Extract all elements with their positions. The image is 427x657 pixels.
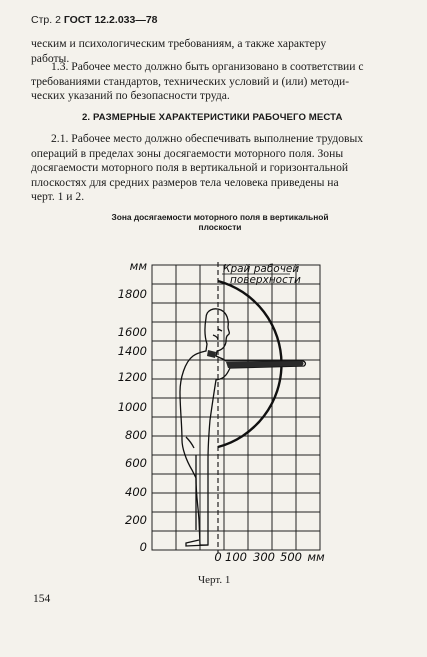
y-tick-label: 0 <box>139 540 147 554</box>
caption-line: плоскости <box>198 222 242 232</box>
text-line: плоскостях для средних размеров тела человека приведены на <box>31 175 339 189</box>
page-label: Стр. 2 <box>31 14 61 26</box>
x-tick-label: 100 <box>225 550 247 564</box>
y-tick-label: 800 <box>125 428 147 442</box>
x-tick-label: 500 <box>280 550 302 564</box>
x-tick-label: 0 <box>214 550 222 564</box>
x-tick-label: 300 <box>253 550 275 564</box>
y-tick-label: 1600 <box>117 325 147 339</box>
text-line: ческих указаний по безопасности труда. <box>31 89 230 103</box>
annotation-line: поверхности <box>230 274 301 286</box>
figure-label: Черт. 1 <box>198 574 231 586</box>
y-tick-label: 1000 <box>117 400 147 414</box>
y-tick-label: 200 <box>125 513 147 527</box>
page-number: 154 <box>33 593 51 605</box>
text-line: требованиями стандартов, технических условий и (или) методи- <box>31 74 350 88</box>
y-tick-label: 400 <box>125 485 147 499</box>
annotation-line: Край рабочей <box>223 263 300 275</box>
y-axis-labels <box>118 259 148 554</box>
caption-line: Зона досягаемости моторного поля в вертикальной <box>111 212 329 222</box>
text-line: черт. 1 и 2. <box>31 190 85 204</box>
y-tick-label: 600 <box>125 456 147 470</box>
grid <box>152 265 320 550</box>
text-line: операций в пределах зоны досягаемости моторного поля. Зоны <box>31 146 344 160</box>
text-line: 2.1. Рабочее место должно обеспечивать выполнение трудовых <box>51 132 364 145</box>
text-line: 1.3. Рабочее место должно быть организовано в соответствии с <box>51 60 364 73</box>
text-line: ческим и психологическим требованиям, а также характеру <box>31 37 327 50</box>
y-tick-label: 1800 <box>117 287 147 301</box>
section-title: 2. РАЗМЕРНЫЕ ХАРАКТЕРИСТИКИ РАБОЧЕГО МЕСТА <box>82 112 343 123</box>
human-figure <box>180 309 305 546</box>
y-tick-label: 1200 <box>117 370 147 384</box>
edge-annotation <box>223 263 301 286</box>
x-unit-label: мм <box>307 550 325 564</box>
collar-shading <box>207 350 216 358</box>
y-tick-label: 1400 <box>117 344 147 358</box>
x-axis-labels <box>214 550 325 564</box>
text-line: досягаемости моторного поля в вертикальной и горизонтальной <box>31 161 349 175</box>
text-line: работы. <box>31 51 70 65</box>
y-unit-label: мм <box>129 259 147 273</box>
standard-number: ГОСТ 12.2.033—78 <box>63 14 158 26</box>
